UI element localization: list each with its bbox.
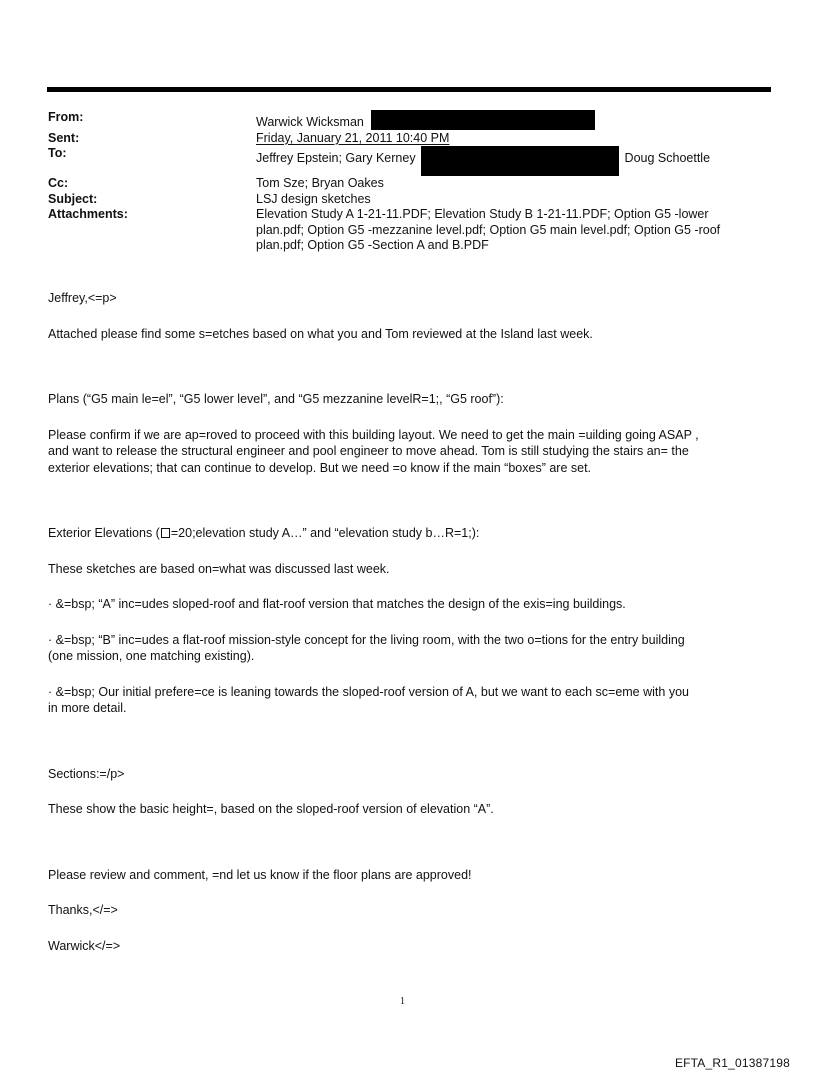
closing-paragraph: Please review and comment, =nd let us know if the floor plans are approved!: [48, 867, 472, 882]
email-header: [48, 110, 778, 254]
redaction-box: [371, 110, 595, 130]
document-id: EFTA_R1_01387198: [674, 1056, 790, 1070]
plans-paragraph: Please confirm if we are ap=roved to proceed with this building layout. We need to get the main =uilding going ASAP , and want to release the structural engineer and pool engineer to move ahead. Tom is still studying the stairs an= the exterior elevations; that can continue to develop. But we need =o know if the main “boxes” are set.: [48, 427, 699, 475]
sent-value: Friday, January 21, 2011 10:40 PM: [256, 130, 450, 145]
elevations-paragraph: These sketches are based on=what was discussed last week.: [48, 561, 390, 576]
page-number: 1: [400, 996, 405, 1007]
bullet-item: · &=bsp; “A” inc=udes sloped-roof and flat-roof version that matches the design of the exis=ing buildings.: [48, 597, 626, 611]
intro-paragraph: Attached please find some s=etches based on what you and Tom reviewed at the Island last week.: [48, 326, 593, 341]
to-value: Jeffrey Epstein; Gary Kerney: [256, 151, 416, 165]
bullet-item: · &=bsp; Our initial prefere=ce is leaning towards the sloped-roof version of A, but we want to each sc=eme with you in more detail.: [48, 684, 689, 715]
bullet-item: · &=bsp; “B” inc=udes a flat-roof mission-style concept for the living room, with the two o=tions for the entry building (one mission, one matching existing).: [48, 632, 685, 663]
attachments-row: [48, 207, 778, 254]
plans-heading: Plans (“G5 main le=el”, “G5 lower level”, and “G5 mezzanine levelR=1;, “G5 roof”):: [48, 392, 504, 406]
signature: Warwick</=>: [48, 938, 121, 953]
attachments-value: Elevation Study A 1-21-11.PDF; Elevation Study B 1-21-11.PDF; Option G5 -lower plan.pdf; Option G5 -mezzanine level.pdf; Option G5 main level.pdf; Option G5 -roof plan.pdf; Option G5 -Section A and B.PDF: [256, 207, 721, 252]
subject-row: [48, 192, 778, 208]
sent-label: Sent:: [48, 130, 80, 145]
sent-row: [48, 131, 778, 147]
redaction-box: [421, 146, 619, 176]
header-rule: [47, 87, 771, 92]
from-row: [48, 110, 778, 131]
subject-value: LSJ design sketches: [256, 191, 371, 206]
cc-label: Cc:: [48, 176, 69, 190]
sections-paragraph: These show the basic height=, based on the sloped-roof version of elevation “A”.: [48, 802, 494, 816]
from-label: From:: [48, 110, 84, 124]
from-value: Warwick Wicksman: [256, 115, 364, 129]
greeting: Jeffrey,<=p>: [48, 291, 117, 305]
to-label: To:: [48, 146, 67, 160]
subject-label: Subject:: [48, 191, 98, 206]
thanks-line: Thanks,</=>: [48, 903, 118, 917]
attachments-label: Attachments:: [48, 207, 128, 221]
cc-value: Tom Sze; Bryan Oakes: [256, 176, 384, 190]
elevations-heading: Exterior Elevations ( =20;elevation study A…” and “elevation study b…R=1;):: [48, 526, 480, 540]
sections-heading: Sections:=/p>: [48, 766, 125, 781]
email-body: [48, 290, 778, 954]
cc-row: [48, 176, 778, 192]
missing-glyph-icon: [161, 528, 170, 538]
to-row: [48, 146, 778, 176]
to-value-continued: Doug Schoettle: [624, 151, 711, 165]
